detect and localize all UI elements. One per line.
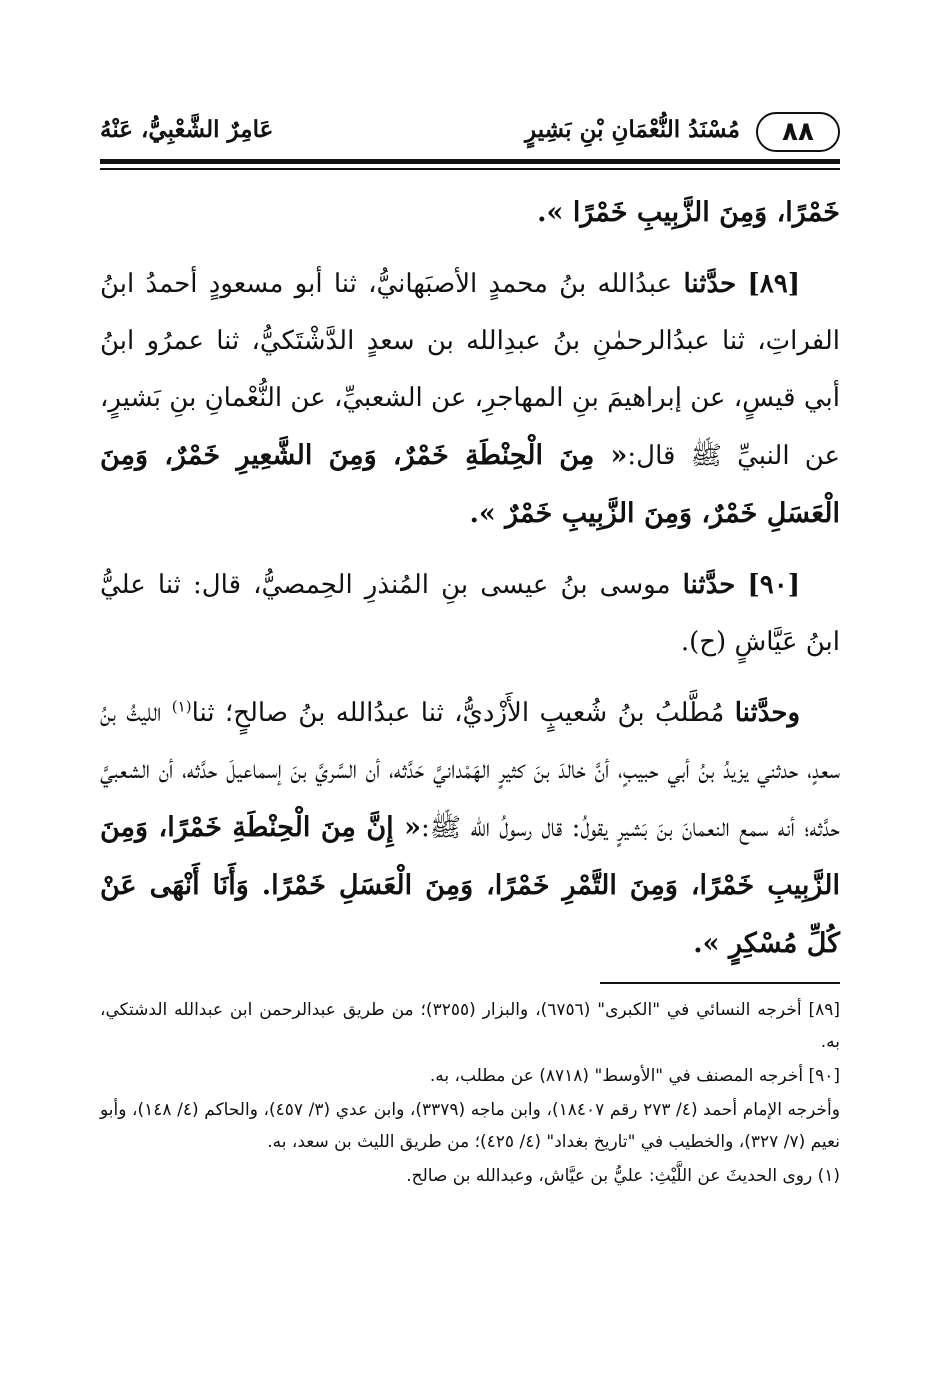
hadith-matn-continued: خَمْرًا، وَمِنَ الزَّبِيبِ خَمْرًا ».	[537, 197, 840, 228]
hadith-isnad-part1: مُطَّلبُ بنُ شُعيبٍ الأَزْديُّ، ثنا عبدُالله بنُ صالحٍ؛ ثنا	[191, 698, 735, 728]
footnotes	[100, 994, 840, 1192]
footnote-90: [٩٠] أخرجه المصنف في "الأوسط" (٨٧١٨) عن مطلب، به.	[429, 1066, 840, 1086]
hadith-isnad: عبدُالله بنُ محمدٍ الأصبَهانيُّ، ثنا أبو مسعودٍ أحمدُ ابنُ الفراتِ، ثنا عبدُالرحمٰنِ بنُ عبدِالله بن سعدٍ الدَّشْتَكيُّ، ثنا عمرُو ابنُ أبي قيسٍ، عن إبراهيمَ بنِ المهاجرِ، عن الشعبيِّ، عن النُّعْمانِ بنِ بَشيرٍ، عن النبيِّ ﷺ قال:	[100, 269, 840, 471]
main-text	[100, 184, 840, 973]
footnote-marker[interactable]: (١)	[171, 697, 192, 716]
hadith-matn: « إِنَّ مِنَ الْحِنْطَةِ خَمْرًا، وَمِنَ الزَّبِيبِ خَمْرًا، وَمِنَ التَّمْرِ خَمْرًا، وَمِنَ الْعَسَلِ خَمْرًا. وَأَنَا أَنْهَى عَنْ كُلِّ مُسْكِرٍ ».	[100, 812, 840, 959]
footnote-1: (١) روى الحديثَ عن اللَّيْثِ: عليُّ بن عيَّاش، وعبدالله بن صالح.	[406, 1166, 840, 1186]
hadith-opener: حدَّثنا	[682, 570, 736, 600]
hadith-opener: حدَّثنا	[683, 269, 737, 299]
footnote-89: [٨٩] أخرجه النسائي في "الكبرى" (٦٧٥٦)، والبزار (٣٢٥٥)؛ من طريق عبدالرحمن ابن عبدالله الدشتكي، به.	[100, 1000, 840, 1052]
continued-hadith-text	[100, 184, 840, 242]
hadith-90	[100, 557, 840, 671]
page-number: ٨٨	[756, 112, 840, 152]
hadith-89	[100, 256, 840, 543]
hadith-opener: وحدَّثنا	[734, 698, 801, 728]
hadith-matn: « مِنَ الْحِنْطَةِ خَمْرٌ، وَمِنَ الشَّعِيرِ خَمْرٌ، وَمِنَ الْعَسَلِ خَمْرٌ، وَمِنَ الزَّبِيبِ خَمْرٌ ».	[100, 440, 840, 529]
running-book-title: مُسْنَدُ النُّعْمَانِ بْنِ بَشِيرٍ	[525, 116, 740, 143]
page-header	[100, 110, 840, 162]
hadith-isnad: موسى بنُ عيسى بنِ المُنذرِ الحِمصيُّ، قال: ثنا عليُّ ابنُ عَيَّاشٍ (ح).	[100, 570, 840, 657]
footnote-90-sources: وأخرجه الإمام أحمد (٤/ ٢٧٣ رقم ١٨٤٠٧)، وابن ماجه (٣٣٧٩)، وابن عدي (٣/ ٤٥٧)، والحاكم (٤/ ١٤٨)، وأبو نعيم (٧/ ٣٢٧)، والخطيب في "تاريخ بغداد" (٤/ ٤٢٥)؛ من طريق الليث بن سعد، به.	[100, 1100, 840, 1152]
hadith-90-second-chain	[100, 685, 840, 973]
hadith-number: [٨٩]	[747, 269, 800, 299]
header-rule-thin	[100, 168, 840, 170]
hadith-isnad-part2: الليثُ بنُ سعدٍ، حدثني يزيدُ بنُ أبي حبيبٍ، أنَّ خالدَ بنَ كثيرٍ الهَمْدانيَّ حَدَّثه، أن السَّريَّ بنَ إسماعيلَ حدَّثه، أن الشعبيَّ حدَّثه؛ أنه سمع النعمانَ بنَ بَشيرٍ يقولُ: قال رسولُ الله ﷺ:	[100, 698, 840, 843]
footnote-separator	[600, 982, 840, 984]
hadith-number: [٩٠]	[747, 570, 800, 600]
running-chapter-title: عَامِرٌ الشَّعْبِيُّ، عَنْهُ	[100, 116, 274, 143]
header-rule-thick	[100, 159, 840, 164]
